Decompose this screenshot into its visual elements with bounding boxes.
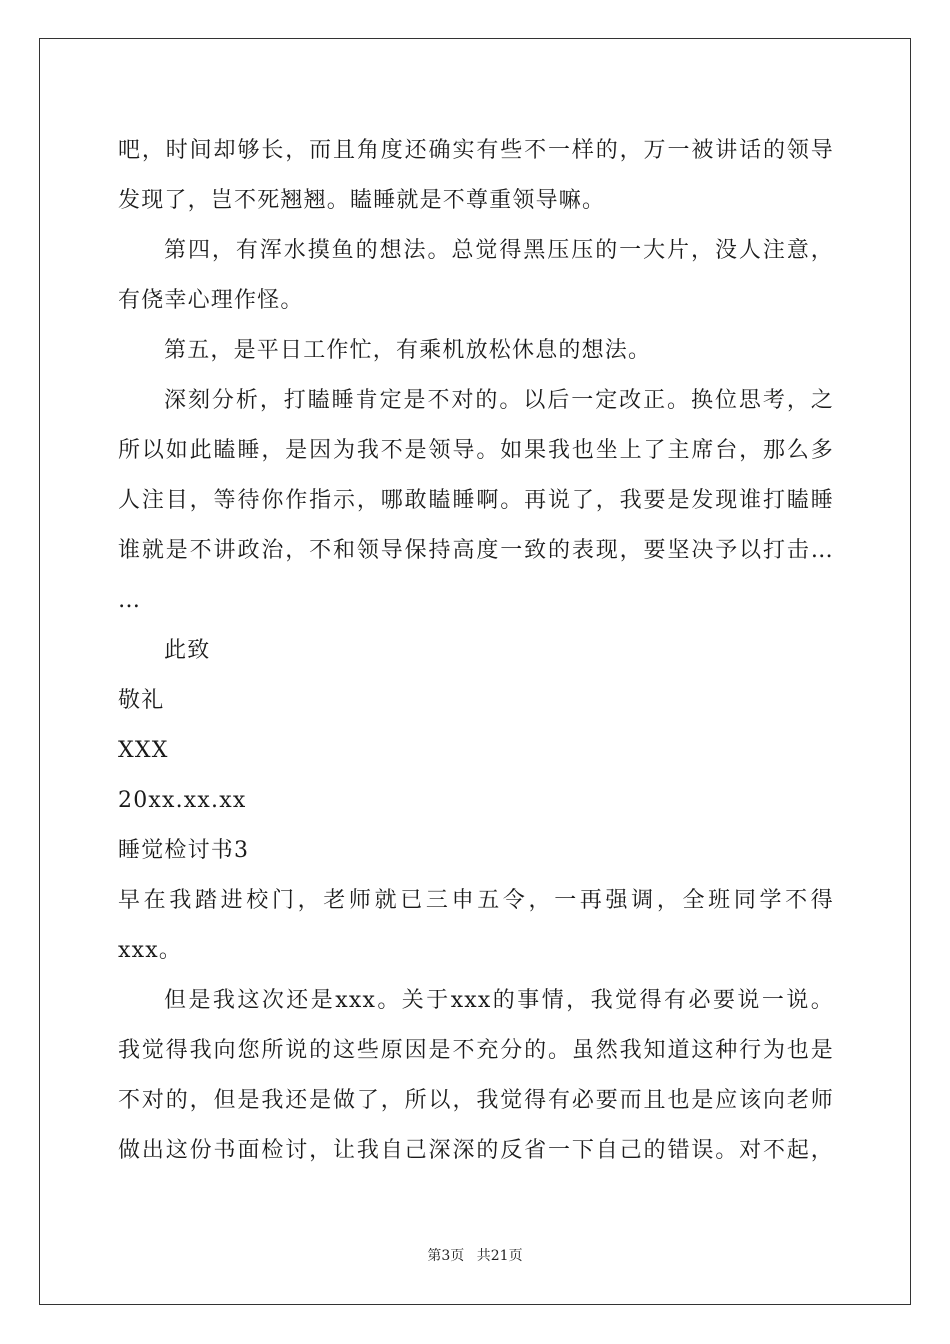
body-line-7: 所以如此瞌睡，是因为我不是领导。如果我也坐上了主席台，那么多	[118, 438, 834, 463]
document-body	[118, 126, 834, 1176]
body-line-17: xxx。	[118, 938, 183, 963]
closing-salutation: 此致	[164, 638, 211, 663]
body-line-4: 有侥幸心理作怪。	[118, 288, 304, 313]
body-line-3: 第四，有浑水摸鱼的想法。总觉得黑压压的一大片，没人注意，	[164, 238, 834, 263]
page-total: 共21页	[476, 1248, 523, 1264]
body-line-16: 早在我踏进校门，老师就已三申五令，一再强调，全班同学不得	[118, 888, 834, 913]
body-line-20: 不对的，但是我还是做了，所以，我觉得有必要而且也是应该向老师	[118, 1088, 834, 1113]
signature-date: 20xx.xx.xx	[118, 788, 247, 813]
body-line-19: 我觉得我向您所说的这些原因是不充分的。虽然我知道这种行为也是	[118, 1038, 834, 1063]
body-line-18: 但是我这次还是xxx。关于xxx的事情，我觉得有必要说一说。	[164, 988, 834, 1013]
body-line-8: 人注目，等待你作指示，哪敢瞌睡啊。再说了，我要是发现谁打瞌睡	[118, 488, 834, 513]
body-line-5: 第五，是平日工作忙，有乘机放松休息的想法。	[164, 338, 652, 363]
page-number: 第3页	[427, 1248, 465, 1264]
body-line-2: 发现了，岂不死翘翘。瞌睡就是不尊重领导嘛。	[118, 188, 606, 213]
closing-respect: 敬礼	[118, 688, 165, 713]
section-title: 睡觉检讨书3	[118, 838, 250, 863]
body-line-9: 谁就是不讲政治，不和领导保持高度一致的表现，要坚决予以打击…	[118, 538, 834, 563]
body-line-6: 深刻分析，打瞌睡肯定是不对的。以后一定改正。换位思考，之	[164, 388, 834, 413]
body-line-21: 做出这份书面检讨，让我自己深深的反省一下自己的错误。对不起，	[118, 1138, 834, 1163]
body-line-1: 吧，时间却够长，而且角度还确实有些不一样的，万一被讲话的领导	[118, 138, 834, 163]
signature-name: XXX	[118, 738, 169, 763]
body-line-10: …	[118, 588, 142, 613]
page-footer	[0, 1246, 950, 1266]
